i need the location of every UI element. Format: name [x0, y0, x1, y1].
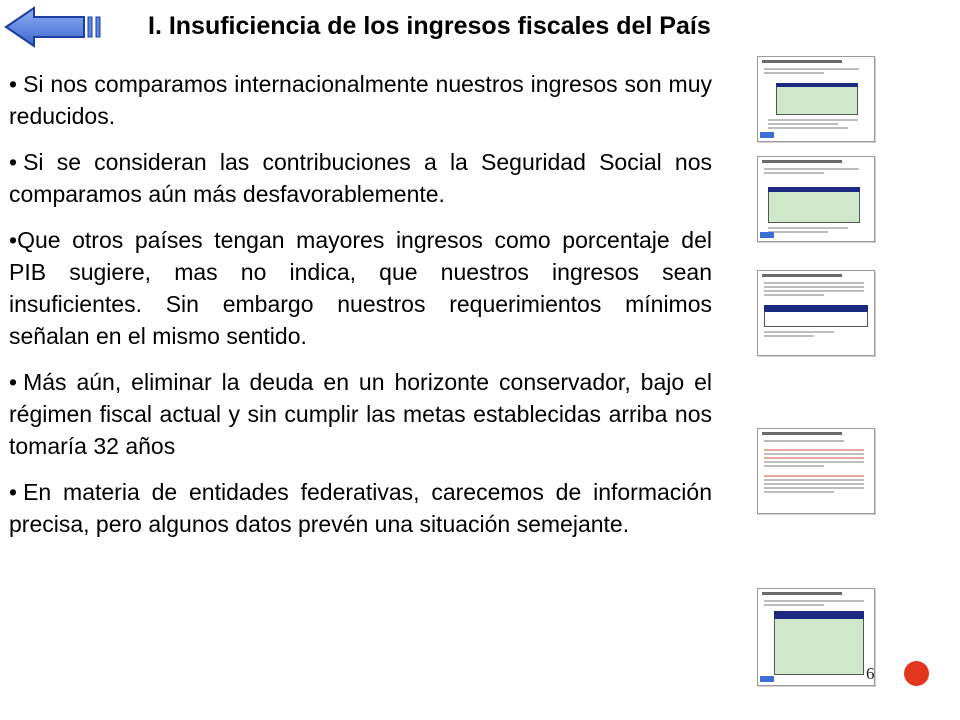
thumbnail-table [768, 187, 860, 223]
left-arrow-icon [4, 6, 108, 48]
thumbnail-title [762, 432, 842, 435]
slide-thumbnail-1[interactable] [757, 56, 875, 142]
slide-thumbnail-2[interactable] [757, 156, 875, 242]
bullet-item [9, 366, 712, 462]
bullet-text: En materia de entidades federativas, carecemos de información precisa, pero algunos datos prevén una situación semejante. [9, 479, 712, 537]
left-arrow-icon [760, 676, 774, 682]
bullet-item [9, 146, 712, 210]
red-circle-icon[interactable] [904, 661, 929, 686]
left-arrow-icon [760, 132, 774, 138]
bullet-item [9, 224, 712, 352]
thumbnail-table [774, 611, 864, 675]
back-arrow-button[interactable] [4, 6, 108, 48]
bullet-item [9, 68, 712, 132]
bullet-text: Que otros países tengan mayores ingresos como porcentaje del PIB sugiere, mas no indica, que nuestros ingresos sean insuficientes. Sin embargo nuestros requerimientos mínimos señalan en el mismo sentido. [9, 227, 712, 349]
bullet-mark: • [9, 227, 18, 253]
thumbnail-title [762, 274, 842, 277]
bullet-text: Más aún, eliminar la deuda en un horizonte conservador, bajo el régimen fiscal actual y sin cumplir las metas establecidas arriba nos tomaría 32 años [9, 369, 712, 459]
thumbnail-title [762, 592, 842, 595]
bullet-text: Si se consideran las contribuciones a la Seguridad Social nos comparamos aún más desfavorablemente. [9, 149, 712, 207]
slide-thumbnail-4[interactable] [757, 428, 875, 514]
bullet-text: Si nos comparamos internacionalmente nuestros ingresos son muy reducidos. [9, 71, 712, 129]
slide-title: I. Insuficiencia de los ingresos fiscales del País [148, 12, 711, 40]
thumbnail-table [776, 83, 858, 115]
page-number: 6 [866, 664, 875, 683]
bullet-mark: • [9, 71, 18, 97]
bullet-mark: • [9, 149, 18, 175]
bullet-item [9, 476, 712, 540]
slide-thumbnail-5[interactable] [757, 588, 875, 686]
bullet-list [9, 68, 712, 540]
left-arrow-icon [760, 232, 774, 238]
bullet-mark: • [9, 479, 18, 505]
slide-thumbnail-3[interactable] [757, 270, 875, 356]
thumbnail-title [762, 60, 842, 63]
thumbnail-title [762, 160, 842, 163]
bullet-mark: • [9, 369, 18, 395]
